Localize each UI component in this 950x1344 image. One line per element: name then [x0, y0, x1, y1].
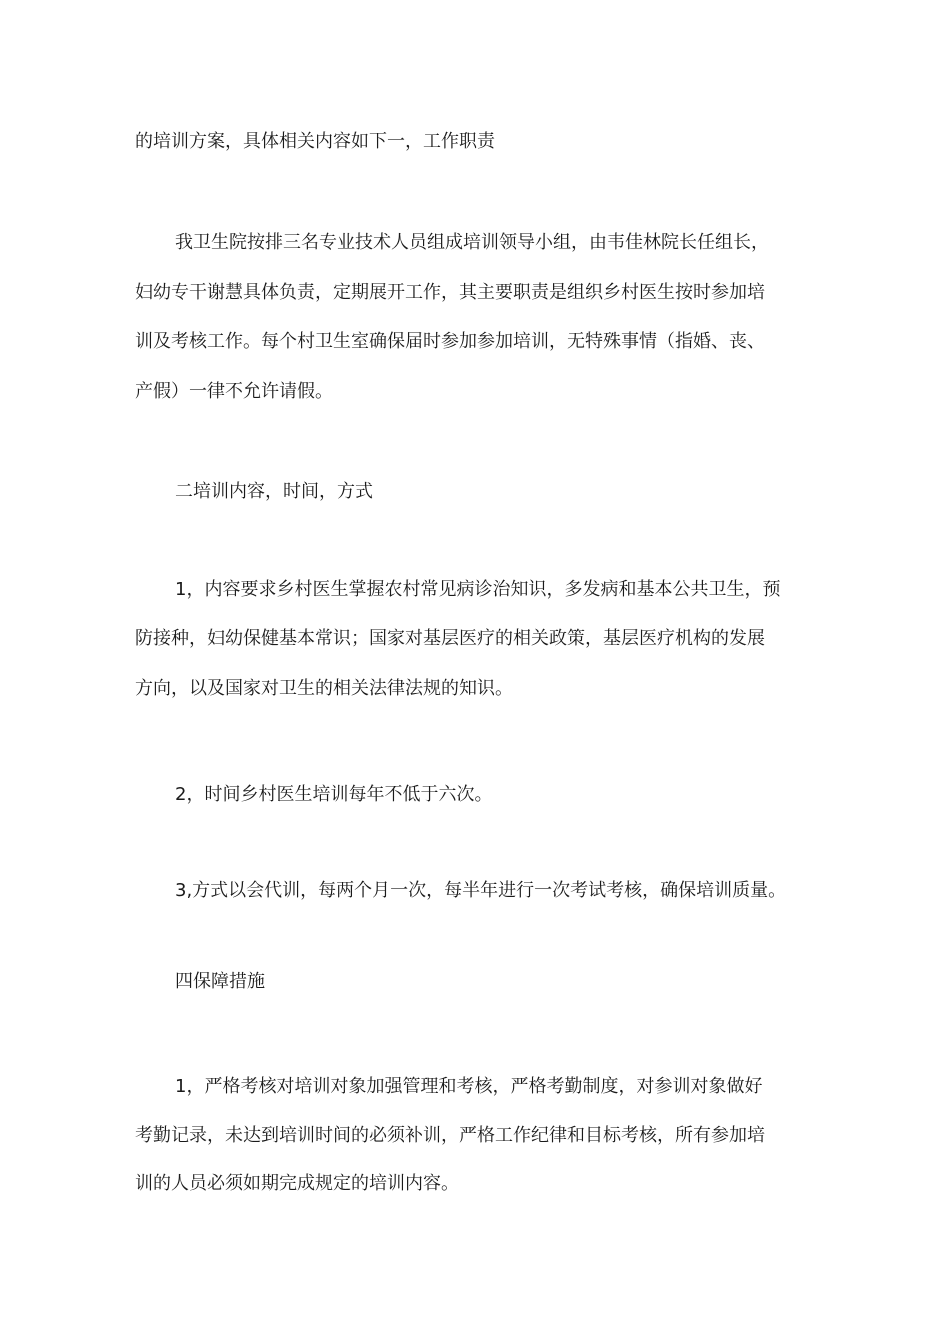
text-line-intro: 的培训方案，具体相关内容如下一，工作职责	[135, 131, 495, 152]
text-line-content-2: 防接种，妇幼保健基本常识；国家对基层医疗的相关政策，基层医疗机构的发展	[135, 628, 765, 649]
text-line-measure-3: 训的人员必须如期完成规定的培训内容。	[135, 1173, 459, 1194]
text-line-duty-3: 训及考核工作。每个村卫生室确保届时参加参加培训，无特殊事情（指婚、丧、	[135, 331, 765, 352]
text-line-duty-4: 产假）一律不允许请假。	[135, 381, 333, 402]
text-line-duty-1: 我卫生院按排三名专业技术人员组成培训领导小组，由韦佳林院长任组长，	[175, 232, 769, 253]
text-line-content-1: 1，内容要求乡村医生掌握农村常见病诊治知识，多发病和基本公共卫生，预	[175, 579, 781, 600]
text-line-measure-2: 考勤记录，未达到培训时间的必须补训，严格工作纪律和目标考核，所有参加培	[135, 1125, 765, 1146]
text-line-measure-1: 1，严格考核对培训对象加强管理和考核，严格考勤制度，对参训对象做好	[175, 1076, 763, 1097]
text-line-content-3: 方向，以及国家对卫生的相关法律法规的知识。	[135, 678, 513, 699]
text-line-method: 3,方式以会代训，每两个月一次，每半年进行一次考试考核，确保培训质量。	[175, 880, 787, 901]
text-line-time: 2，时间乡村医生培训每年不低于六次。	[175, 784, 493, 805]
section-heading-training: 二培训内容，时间，方式	[175, 481, 373, 502]
text-line-duty-2: 妇幼专干谢慧具体负责，定期展开工作，其主要职责是组织乡村医生按时参加培	[135, 282, 765, 303]
section-heading-measures: 四保障措施	[175, 971, 265, 992]
